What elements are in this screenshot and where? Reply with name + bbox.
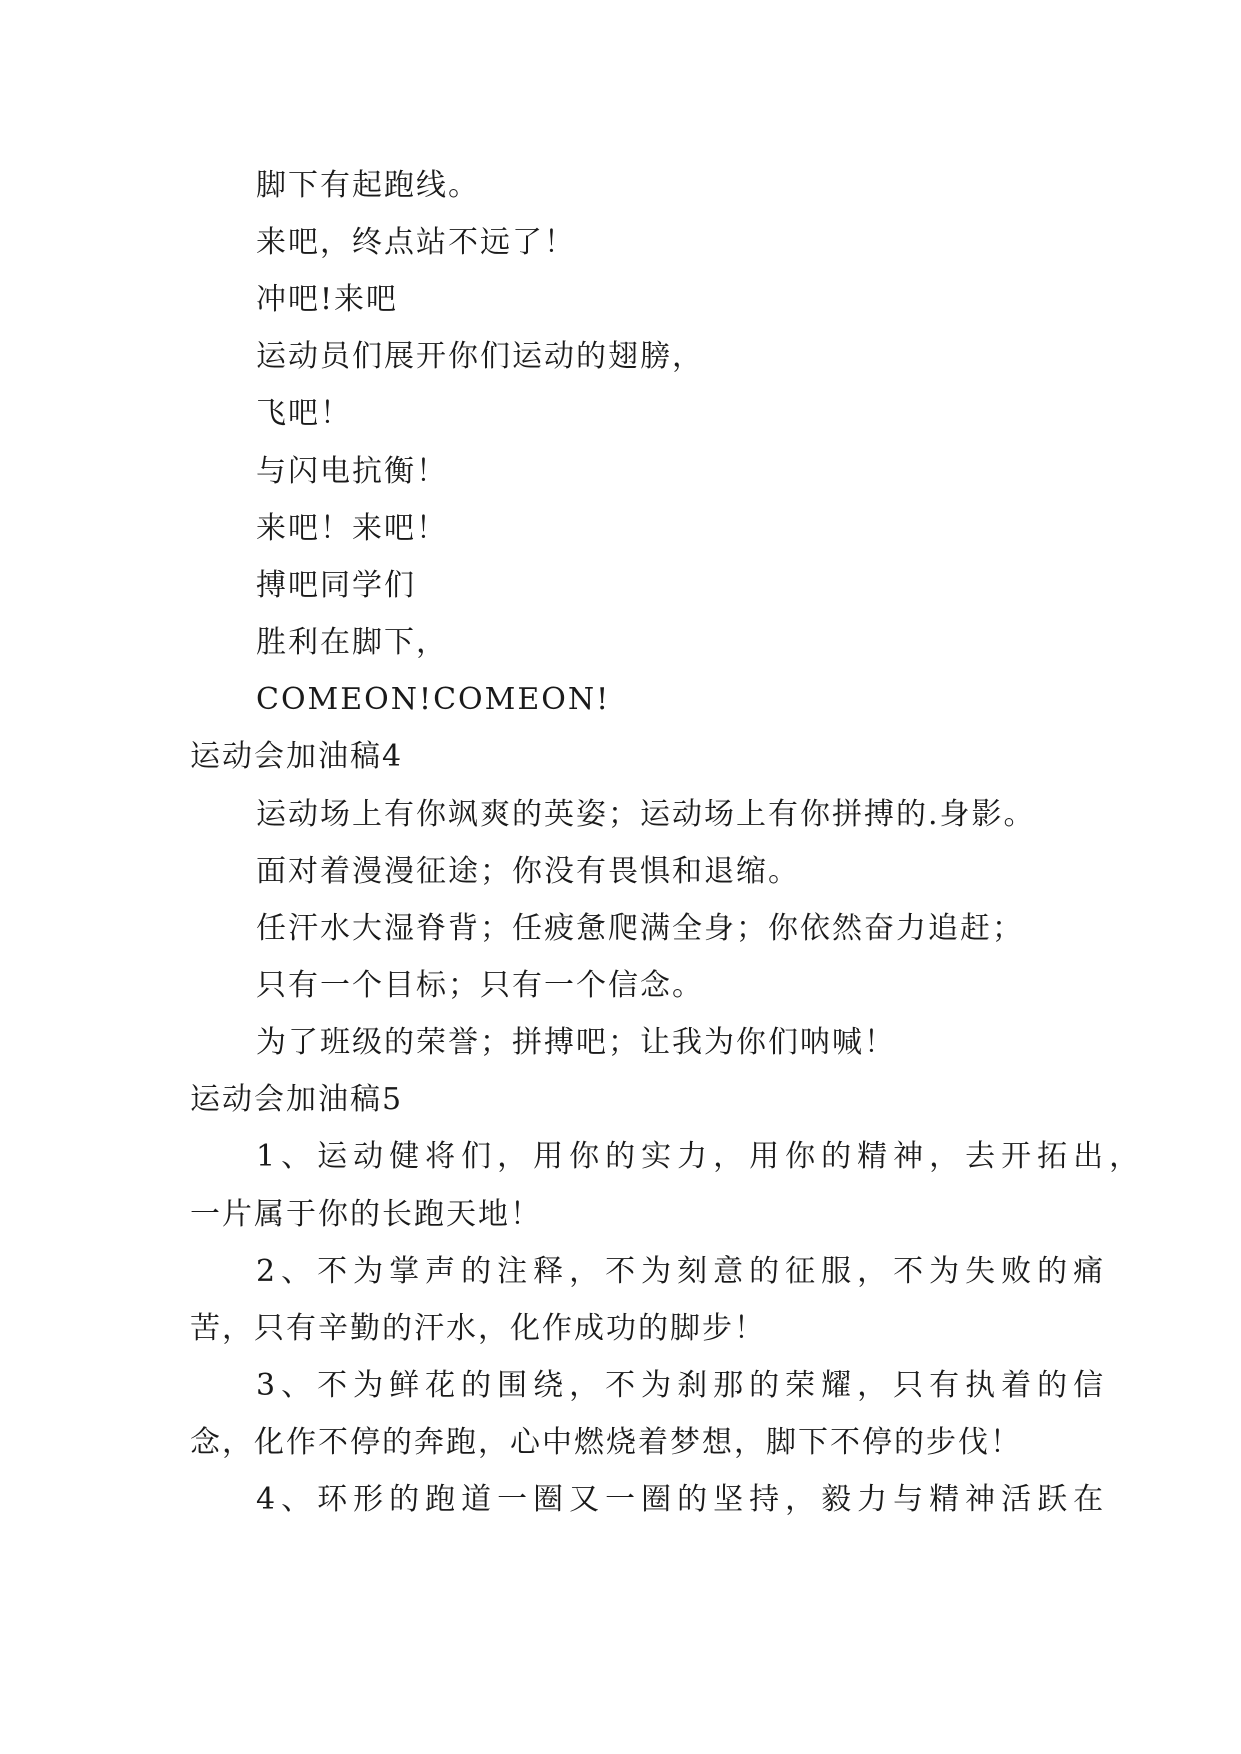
paragraph-line: 一片属于你的长跑天地！ bbox=[190, 1197, 542, 1232]
paragraph-line: 3、不为鲜花的围绕，不为刹那的荣耀，只有执着的信 bbox=[256, 1368, 1110, 1403]
paragraph-line: 只有一个目标；只有一个信念。 bbox=[256, 968, 704, 1003]
paragraph-line: 任汗水大湿脊背；任疲惫爬满全身；你依然奋力追赶； bbox=[256, 911, 1024, 946]
section-heading: 运动会加油稿4 bbox=[190, 739, 404, 774]
paragraph-line: 苦，只有辛勤的汗水，化作成功的脚步！ bbox=[190, 1311, 766, 1346]
paragraph-line: 为了班级的荣誉；拼搏吧；让我为你们呐喊！ bbox=[256, 1025, 896, 1060]
paragraph-line: 面对着漫漫征途；你没有畏惧和退缩。 bbox=[256, 854, 800, 889]
poem-line: 来吧！来吧！ bbox=[256, 511, 448, 546]
poem-line: 搏吧同学们 bbox=[256, 568, 416, 603]
paragraph-line: 运动场上有你飒爽的英姿；运动场上有你拼搏的.身影。 bbox=[256, 797, 1036, 832]
paragraph-line: 1、运动健将们，用你的实力，用你的精神，去开拓出， bbox=[256, 1139, 1146, 1174]
paragraph-line: 念，化作不停的奔跑，心中燃烧着梦想，脚下不停的步伐！ bbox=[190, 1425, 1022, 1460]
poem-line: 来吧，终点站不远了！ bbox=[256, 225, 576, 260]
poem-line: COMEON!COMEON! bbox=[256, 682, 611, 717]
section-heading: 运动会加油稿5 bbox=[190, 1082, 404, 1117]
poem-line: 脚下有起跑线。 bbox=[256, 168, 480, 203]
paragraph-line: 4、环形的跑道一圈又一圈的坚持，毅力与精神活跃在 bbox=[256, 1482, 1110, 1517]
poem-line: 运动员们展开你们运动的翅膀， bbox=[256, 339, 704, 374]
paragraph-line: 2、不为掌声的注释，不为刻意的征服，不为失败的痛 bbox=[256, 1254, 1110, 1289]
poem-line: 冲吧!来吧 bbox=[256, 282, 399, 317]
poem-line: 胜利在脚下， bbox=[256, 625, 448, 660]
poem-line: 飞吧！ bbox=[256, 396, 352, 431]
poem-line: 与闪电抗衡！ bbox=[256, 454, 448, 489]
